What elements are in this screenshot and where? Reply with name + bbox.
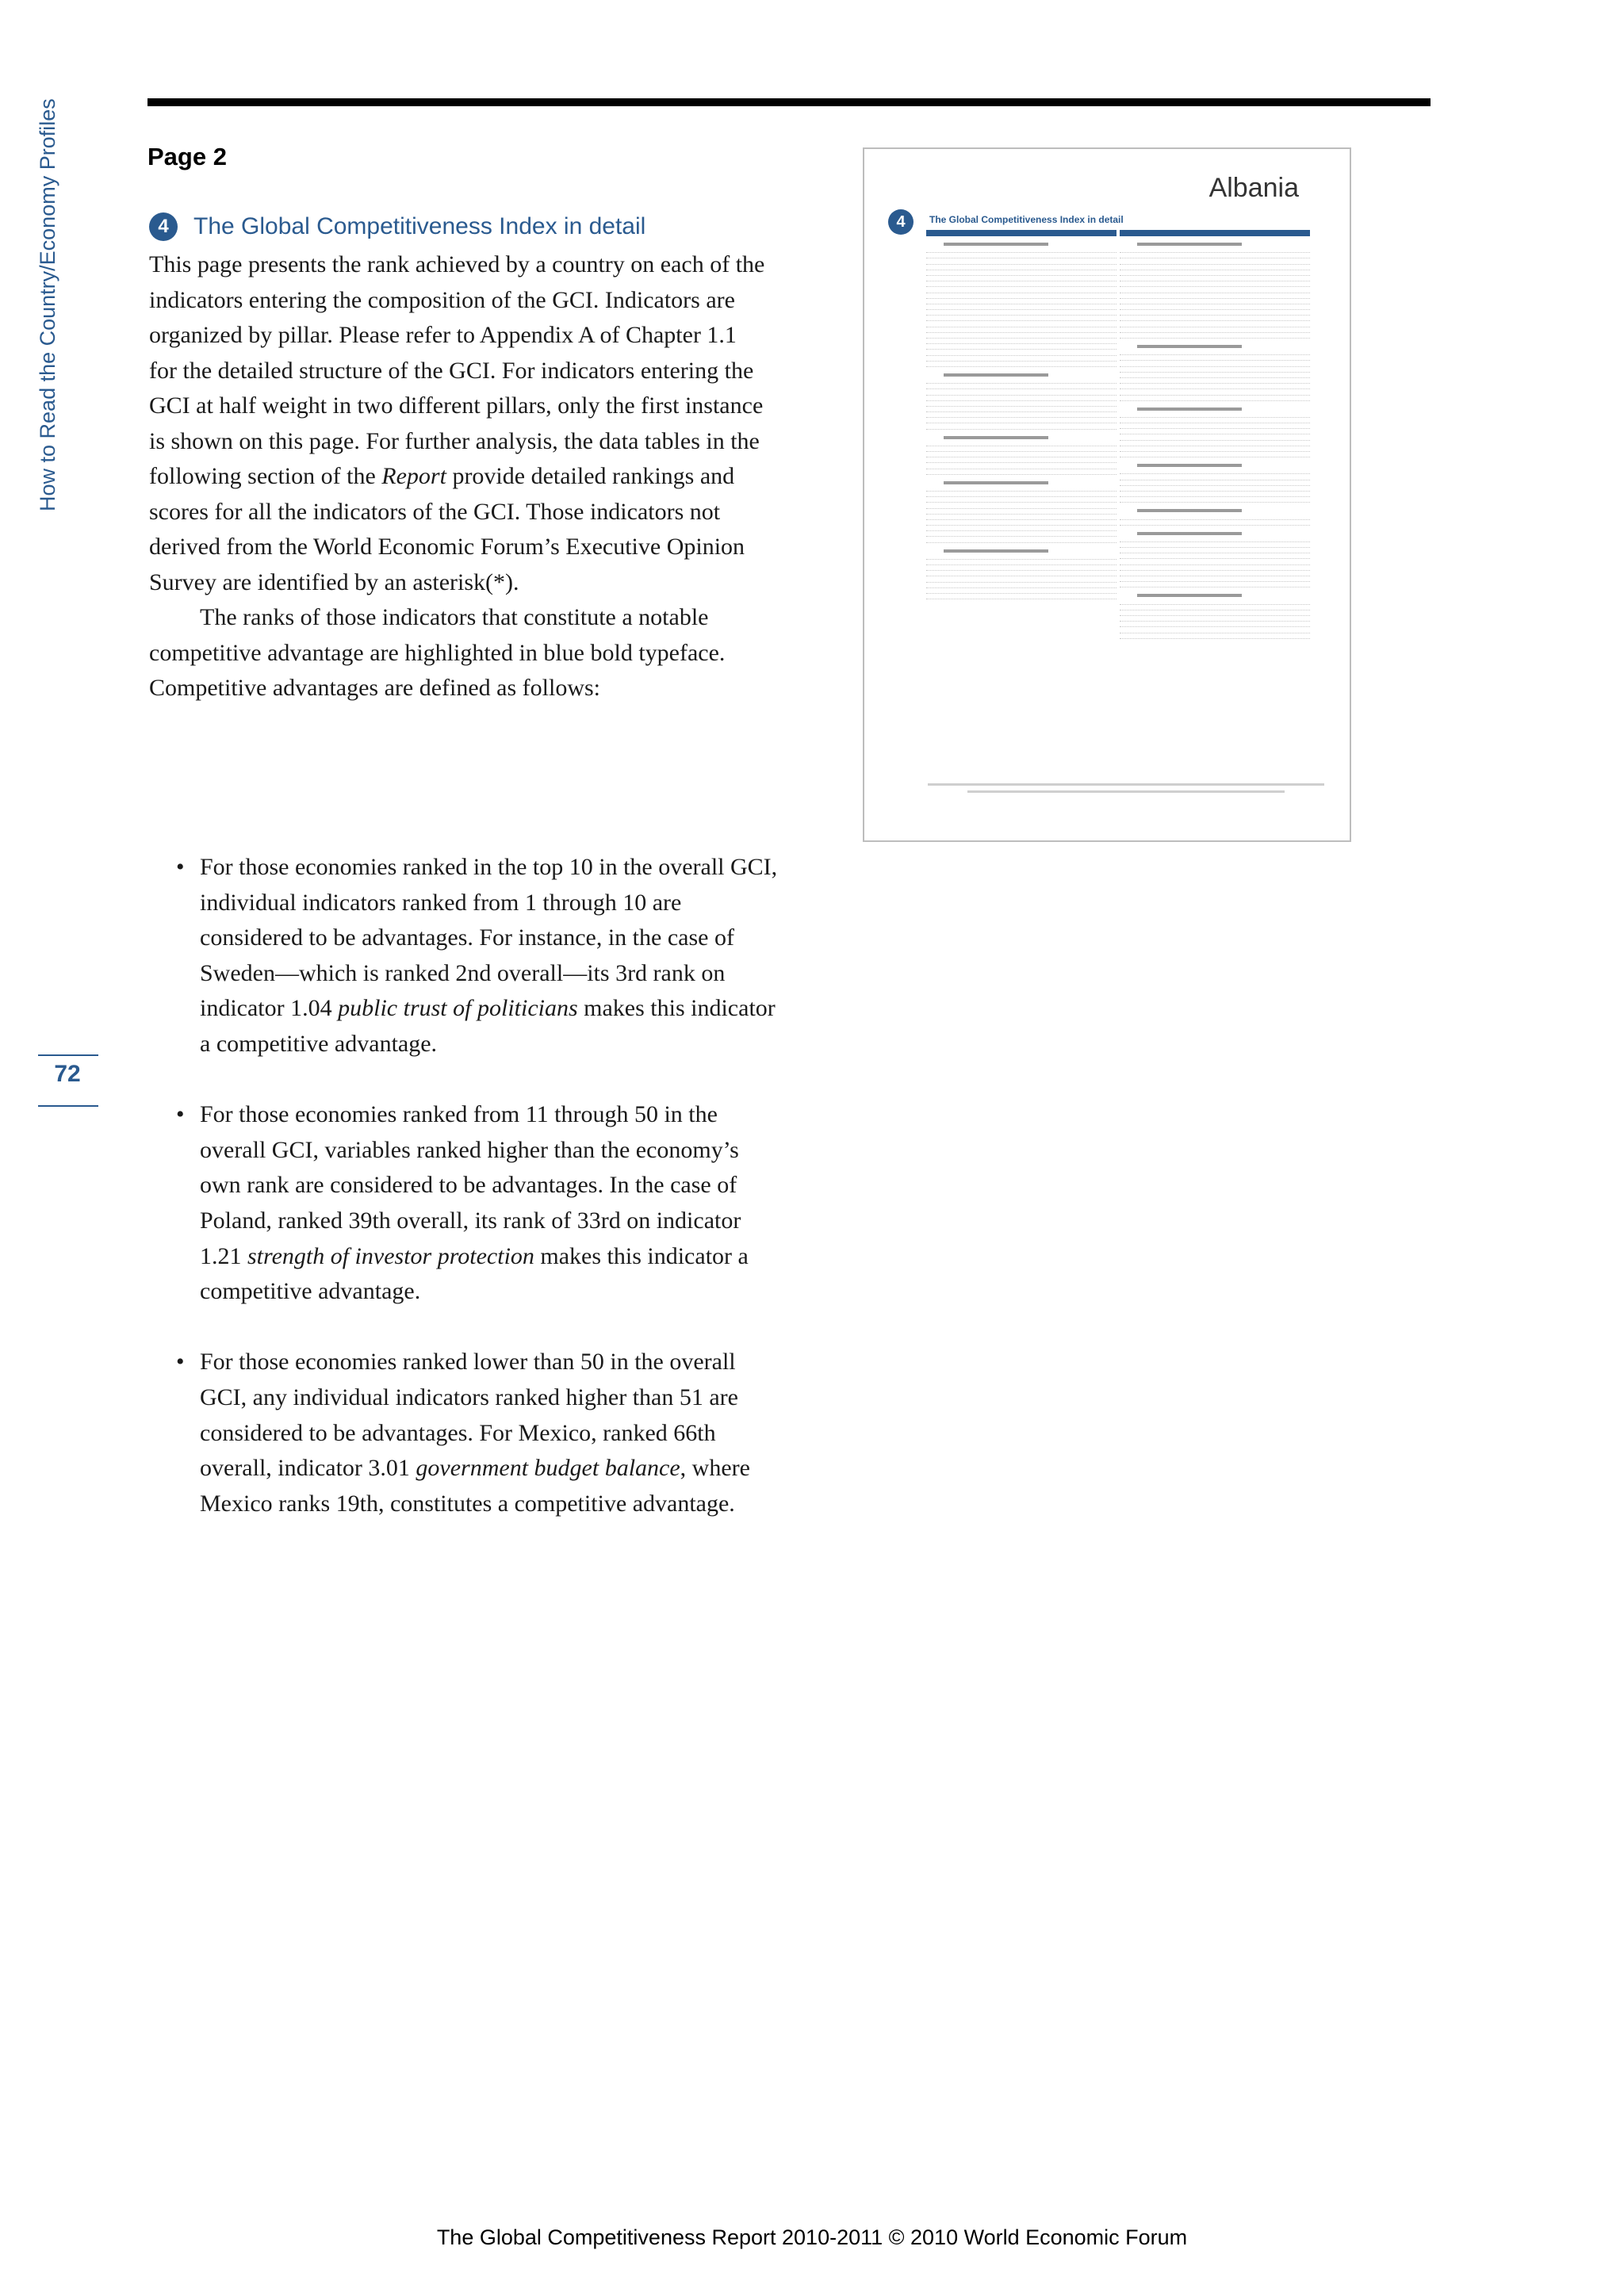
thumbnail-row (926, 509, 1116, 515)
thumbnail-row (926, 344, 1116, 350)
thumbnail-row (1120, 622, 1310, 627)
bullet-text-end: makes this indicator a competitive advantage. (200, 1242, 749, 1305)
thumbnail-row (926, 492, 1116, 497)
thumbnail-column-header (926, 230, 1116, 236)
thumbnail-note-line (928, 783, 1324, 786)
thumbnail-row (1120, 474, 1310, 480)
thumbnail-row (926, 327, 1116, 333)
thumbnail-row (926, 356, 1116, 362)
thumbnail-row (926, 418, 1116, 423)
thumbnail-row (1120, 321, 1310, 327)
section-title (149, 212, 645, 241)
thumbnail-row (926, 515, 1116, 520)
list-item (149, 850, 783, 1062)
thumbnail-row (1120, 576, 1310, 582)
thumbnail-row (1120, 276, 1310, 281)
thumbnail-row (926, 446, 1116, 452)
thumbnail-row (1120, 452, 1310, 457)
thumbnail-row (926, 463, 1116, 469)
thumbnail-row (926, 258, 1116, 264)
thumbnail-row (926, 526, 1116, 531)
thumbnail-row (926, 247, 1116, 253)
section-title-text: The Global Competitiveness Index in detail (193, 213, 646, 239)
thumbnail-row (1120, 287, 1310, 293)
bullet-text: For those economies ranked from 11 through 50 in the overall GCI, variables ranked higher than the economy’s own rank are considered to be advantages. In the case of Poland, ranked 39th overall, its rank of 33rd on indicator 1.21 (200, 1101, 741, 1269)
thumbnail-row (1120, 520, 1310, 526)
thumbnail-row (926, 389, 1116, 395)
list-item (149, 1345, 783, 1521)
thumbnail-row (1120, 316, 1310, 321)
thumbnail-row (926, 316, 1116, 321)
thumbnail-row (1120, 384, 1310, 389)
footer: The Global Competitiveness Report 2010-2011 © 2010 World Economic Forum (436, 2225, 1188, 2249)
thumbnail-row (926, 270, 1116, 276)
thumbnail-row (1120, 469, 1310, 474)
thumbnail-row (1120, 565, 1310, 571)
thumbnail-row (1120, 389, 1310, 395)
thumbnail-pillar-heading (944, 241, 1048, 247)
thumbnail-row (1120, 361, 1310, 366)
bullet-italic: government budget balance (416, 1455, 680, 1482)
thumbnail-note-line (967, 790, 1285, 793)
thumbnail-row (926, 333, 1116, 339)
thumbnail-pillar-heading (1137, 592, 1242, 599)
thumbnail-row (1120, 304, 1310, 310)
thumbnail-row (1120, 327, 1310, 333)
thumbnail-row (1120, 441, 1310, 446)
thumbnail-row (1120, 265, 1310, 270)
thumbnail-title: The Global Competitiveness Index in detail (929, 214, 1124, 225)
thumbnail-row (926, 452, 1116, 457)
bullet-text: For those economies ranked lower than 50 in the overall GCI, any individual indicators ranked higher than 51 are considered to be advantages. For Mexico, ranked 66th overall, indicator 3.01 (200, 1349, 738, 1482)
thumbnail-column-header (1120, 230, 1310, 236)
thumbnail-row (1120, 571, 1310, 576)
thumbnail-row (926, 407, 1116, 412)
thumbnail-row (926, 457, 1116, 463)
section-number-badge: 4 (149, 212, 178, 241)
thumbnail-row (1120, 599, 1310, 604)
thumbnail-pillar-heading (1137, 241, 1242, 247)
thumbnail-row (926, 299, 1116, 304)
thumbnail-row (1120, 616, 1310, 622)
bullet-text-end: , where Mexico ranks 19th, constitutes a competitive advantage. (200, 1455, 750, 1517)
thumbnail-row (1120, 258, 1310, 264)
thumbnail-row (1120, 367, 1310, 373)
page-number-rule-top (38, 1054, 98, 1056)
thumbnail-row (1120, 355, 1310, 361)
thumbnail-pillar-heading (1137, 507, 1242, 514)
thumbnail-row (926, 560, 1116, 565)
bullet-text: For those economies ranked in the top 10 in the overall GCI, individual indicators ranked from 1 through 10 are considered to be advantages. For instance, in the case of Sweden—which is ranked 2nd overall—its 3rd rank on indicator 1.04 (200, 854, 778, 1022)
thumbnail-row (1120, 293, 1310, 299)
thumbnail-row (1120, 350, 1310, 355)
thumbnail-row (926, 554, 1116, 560)
thumbnail-row (926, 281, 1116, 287)
thumbnail-row (926, 503, 1116, 508)
thumbnail-row (1120, 514, 1310, 519)
intro-italic: Report (381, 463, 446, 489)
thumbnail-row (926, 571, 1116, 576)
intro-text-1: This page presents the rank achieved by a country on each of the indicators entering the composition of the GCI. Indicators are organized by pillar. Please refer to Appendix A of Chapter 1.1 for the detailed structure of the GCI. For indicators entering the GCI at half weight in two different pillars, only the first instance is shown on this page. For further analysis, the data tables in the following section of the (149, 251, 765, 489)
thumbnail-row (1120, 553, 1310, 559)
thumbnail-row (926, 576, 1116, 582)
thumbnail-pillar-heading (1137, 406, 1242, 412)
thumbnail-row (926, 265, 1116, 270)
bullet-dot: • (176, 1101, 185, 1128)
thumbnail-row (926, 253, 1116, 258)
thumbnail-row (926, 441, 1116, 446)
thumbnail-row (926, 423, 1116, 429)
thumbnail-pillar-heading (944, 372, 1048, 378)
thumbnail-row (926, 469, 1116, 475)
bullet-dot: • (176, 854, 185, 880)
thumbnail-row (1120, 281, 1310, 287)
thumbnail-row (926, 497, 1116, 503)
thumbnail-row (1120, 310, 1310, 316)
thumbnail-row (1120, 412, 1310, 418)
thumbnail-row (926, 565, 1116, 571)
thumbnail-row (926, 304, 1116, 310)
thumbnail-row (1120, 486, 1310, 492)
page-number: 72 (54, 1061, 81, 1087)
thumbnail-row (926, 594, 1116, 599)
thumbnail-row (926, 310, 1116, 316)
thumbnail-row (1120, 270, 1310, 276)
thumbnail-row (926, 321, 1116, 327)
thumbnail-pillar-heading (944, 480, 1048, 486)
thumbnail-row (1120, 492, 1310, 497)
thumbnail-row (1120, 480, 1310, 486)
thumbnail-row (1120, 548, 1310, 553)
thumbnail-row (926, 276, 1116, 281)
thumbnail-column-right (1120, 230, 1310, 639)
thumbnail-row (1120, 396, 1310, 401)
intro-paragraph (149, 247, 768, 600)
thumbnail-pillar-heading (1137, 462, 1242, 469)
thumbnail-row (926, 339, 1116, 344)
thumbnail-row (926, 531, 1116, 537)
thumbnail-row (1120, 605, 1310, 610)
bullet-italic: public trust of politicians (338, 995, 578, 1022)
thumbnail-row (1120, 299, 1310, 304)
thumbnail-row (1120, 497, 1310, 503)
thumbnail-row (1120, 434, 1310, 440)
thumbnail-row (1120, 633, 1310, 639)
list-item (149, 1097, 783, 1310)
thumbnail-row (926, 520, 1116, 526)
thumbnail-row (1120, 423, 1310, 429)
thumbnail-row (1120, 378, 1310, 384)
intro-text-2: provide detailed rankings and scores for all the indicators of the GCI. Those indicators not derived from the World Economic Forum’s Executive Opinion Survey are identified by an asterisk(*). (149, 463, 745, 595)
top-rule (147, 98, 1431, 106)
thumbnail-row (1120, 610, 1310, 616)
thumbnail-notes (928, 783, 1324, 798)
thumbnail-row (1120, 333, 1310, 339)
thumbnail-row (1120, 537, 1310, 542)
thumbnail-pillar-heading (944, 548, 1048, 554)
thumbnail-row (1120, 582, 1310, 587)
thumbnail-row (1120, 247, 1310, 253)
thumbnail-column-left (926, 230, 1116, 599)
thumbnail-row (1120, 373, 1310, 378)
thumbnail-row (926, 350, 1116, 355)
thumbnail-row (1120, 418, 1310, 423)
side-section-label: How to Read the Country/Economy Profiles (36, 98, 59, 511)
thumbnail-number-badge: 4 (888, 209, 914, 235)
thumbnail-row (926, 293, 1116, 299)
thumbnail-row (926, 287, 1116, 293)
thumbnail-row (926, 412, 1116, 418)
thumbnail-row (1120, 627, 1310, 633)
thumbnail-row (1120, 429, 1310, 434)
thumbnail-row (926, 486, 1116, 492)
thumbnail-row (1120, 559, 1310, 564)
thumbnail-row (926, 583, 1116, 588)
bullet-italic: strength of investor protection (247, 1242, 534, 1269)
thumbnail-row (926, 396, 1116, 401)
profile-page-thumbnail (863, 147, 1351, 842)
thumbnail-row (926, 401, 1116, 407)
body-text (149, 247, 768, 706)
thumbnail-row (926, 588, 1116, 594)
thumbnail-pillar-heading (1137, 530, 1242, 537)
thumbnail-row (926, 384, 1116, 389)
bullet-list (149, 850, 783, 1557)
thumbnail-row (1120, 253, 1310, 258)
thumbnail-country: Albania (1208, 173, 1299, 203)
thumbnail-row (1120, 446, 1310, 452)
thumbnail-row (1120, 542, 1310, 548)
bullet-text-end: makes this indicator a competitive advantage. (200, 995, 776, 1057)
thumbnail-row (926, 378, 1116, 384)
bullet-dot: • (176, 1349, 185, 1376)
page-number-rule-bottom (38, 1105, 98, 1107)
advantage-paragraph: The ranks of those indicators that constitute a notable competitive advantage are highlighted in blue bold typeface. Competitive advantages are defined as follows: (149, 604, 726, 701)
thumbnail-pillar-heading (944, 434, 1048, 441)
page-heading: Page 2 (147, 143, 227, 170)
thumbnail-row (926, 362, 1116, 367)
thumbnail-row (926, 537, 1116, 542)
thumbnail-pillar-heading (1137, 343, 1242, 350)
